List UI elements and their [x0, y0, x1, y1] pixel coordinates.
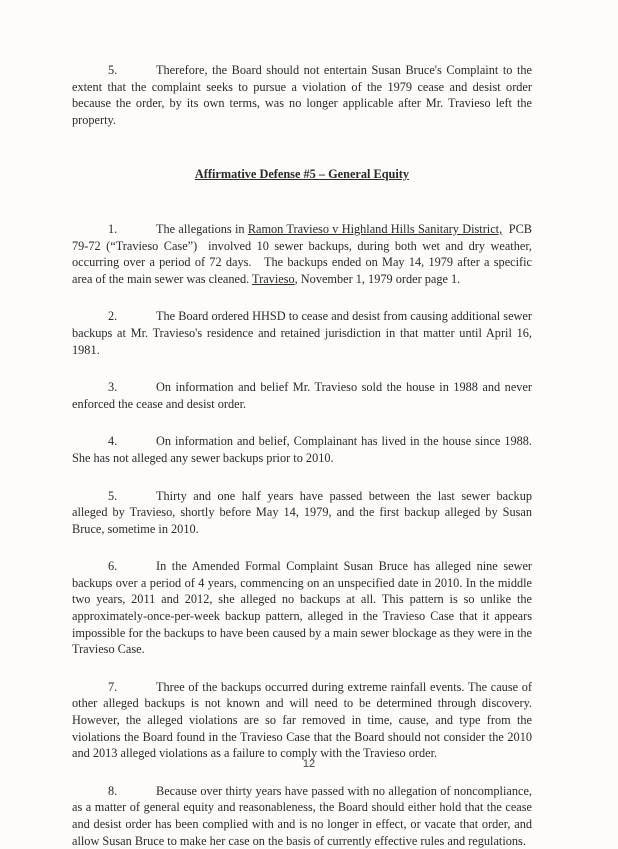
paragraph-text: PCB 79-72 (“Travieso Case”) involved 10 sewer backups, during both wet and dry weather, occurring over a period of 72 days. The backups ended on May 14, 1979 after a specific area of the main sewer was cleaned. — [72, 221, 536, 286]
paragraph-number: 3. — [108, 380, 118, 395]
paragraph-number: 7. — [108, 679, 118, 694]
paragraph-8 — [72, 783, 532, 849]
page-number: 12 — [302, 758, 316, 770]
paragraph-5 — [72, 488, 532, 538]
paragraph-text: , November 1, 1979 order page 1. — [294, 271, 461, 286]
paragraph-3 — [72, 379, 532, 412]
paragraph-4 — [72, 433, 532, 466]
paragraph-text: Because over thirty years have passed with no allegation of noncompliance, as a matter of general equity and reasonableness, the Board should either hold that the cease and desist order has been complied with and is no longer in effect, or vacate that order, and allow Susan Bruce to make her case on the basis of currently effective rules and regulations. — [72, 783, 532, 848]
paragraph-number: 1. — [108, 221, 118, 236]
paragraph-number: 5. — [108, 63, 118, 77]
paragraph-5-intro — [72, 62, 532, 128]
paragraph-text: In the Amended Formal Complaint Susan Bruce has alleged nine sewer backups over a period of 4 years, commencing on an unspecified date in 2010. In the middle two years, 2011 and 2012, she alleged no backups at all. This pattern is so unlike the approximately-once-per-week backup pattern, alleged in the Travieso Case that it appears impossible for the backups to have been caused by a main sewer blockage as they were in the Travieso Case. — [72, 559, 532, 657]
paragraph-6 — [72, 558, 532, 658]
paragraph-text: Thirty and one half years have passed between the last sewer backup alleged by Travieso, shortly before May 14, 1979, and the first backup alleged by Susan Bruce, sometime in 2010. — [72, 488, 532, 536]
paragraph-text: The allegations in — [156, 221, 248, 236]
paragraph-text: On information and belief, Complainant has lived in the house since 1988. She has not alleged any sewer backups prior to 2010. — [72, 434, 532, 465]
paragraph-number: 5. — [108, 488, 118, 503]
paragraph-1 — [72, 221, 536, 287]
paragraph-number: 8. — [108, 783, 118, 798]
document-page — [72, 62, 536, 849]
case-citation: Ramon Travieso v Highland Hills Sanitary District, — [247, 221, 503, 236]
paragraph-text: Three of the backups occurred during extreme rainfall events. The cause of other alleged backups is not known and will need to be determined through discovery. However, the alleged violations are so far removed in time, cause, and type from the violations the Board found in the Travieso Case that the Board should not consider the 2010 and 2013 alleged violations as a failure to comply with the Travieso order. — [72, 679, 532, 761]
paragraph-number: 6. — [108, 559, 118, 574]
paragraph-text: On information and belief Mr. Travieso sold the house in 1988 and never enforced the cease and desist order. — [72, 380, 532, 411]
paragraph-number: 2. — [108, 309, 118, 324]
paragraph-2 — [72, 308, 532, 358]
section-heading: Affirmative Defense #5 – General Equity — [194, 167, 410, 182]
paragraph-text: The Board ordered HHSD to cease and desist from causing additional sewer backups at Mr. Travieso's residence and retained jurisdiction in that matter until April 16, 1981. — [72, 309, 532, 357]
case-short-cite: Travieso — [252, 271, 295, 286]
paragraph-number: 4. — [108, 434, 118, 449]
paragraph-7 — [72, 679, 532, 762]
paragraph-text: Therefore, the Board should not entertain Susan Bruce's Complaint to the extent that the complaint seeks to pursue a violation of the 1979 cease and desist order because the order, by its own terms, was no longer applicable after Mr. Travieso left the property. — [72, 63, 532, 127]
